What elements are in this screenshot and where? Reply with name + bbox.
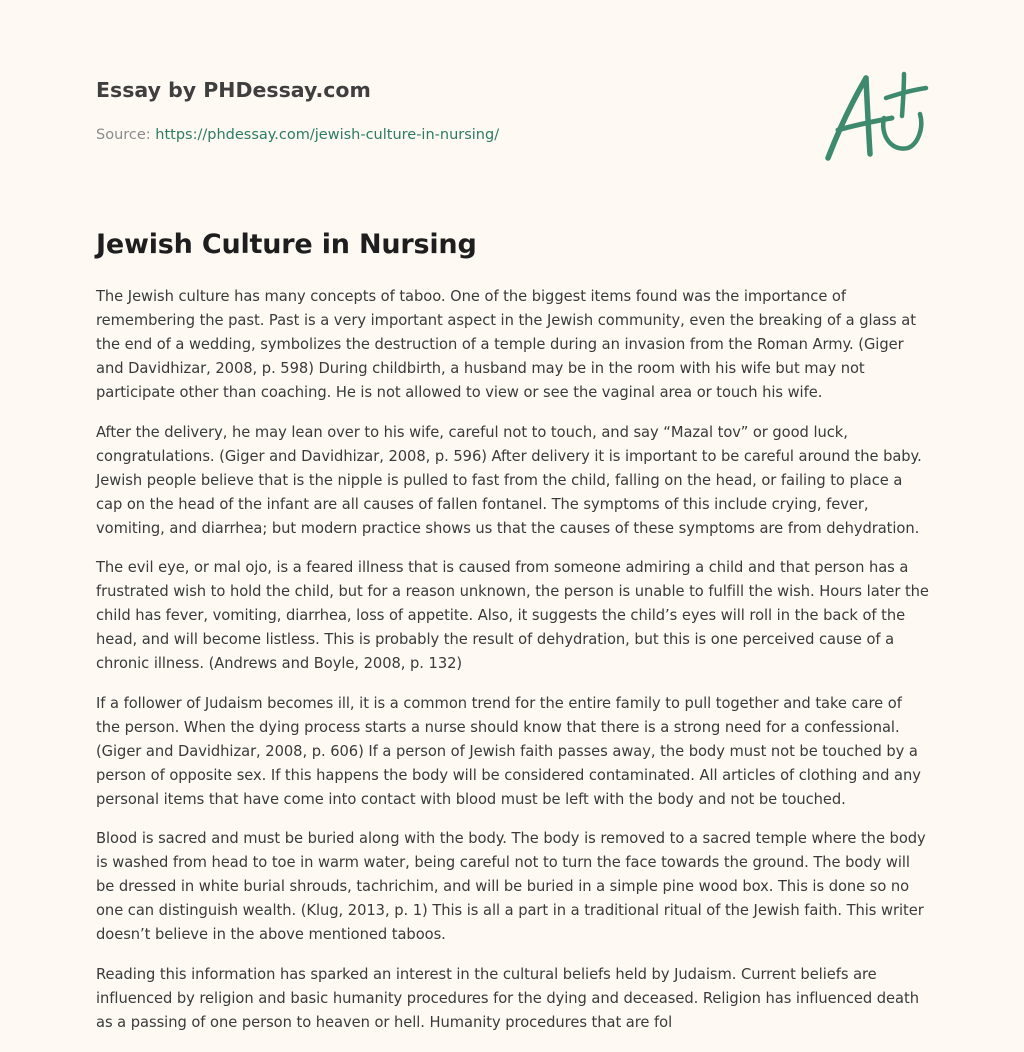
a-plus-grade-logo (822, 66, 932, 166)
essay-paragraph: The evil eye, or mal ojo, is a feared illness that is caused from someone admiring a child and that person has a frustrated wish to hold the child, but for a reason unknown, the person is unable to fulfill the wish. Hours later the child has fever, vomiting, diarrhea, loss of appetite. Also, it suggests the child’s eyes will roll in the back of the head, and will become listless. This is probably the result of dehydration, but this is one perceived cause of a chronic illness. (Andrews and Boyle, 2008, p. 132) (96, 559, 929, 672)
essay-paragraph: The Jewish culture has many concepts of taboo. One of the biggest items found was the importance of remembering the past. Past is a very important aspect in the Jewish community, even the breaking of a glass at the end of a wedding, symbolizes the destruction of a temple during an invasion from the Roman Army. (Giger and Davidhizar, 2008, p. 598) During childbirth, a husband may be in the room with his wife but may not participate other than coaching. He is not allowed to view or see the vaginal area or touch his wife. (96, 288, 916, 401)
essay-paragraph: Reading this information has sparked an interest in the cultural beliefs held by Judaism. Current beliefs are influenced by religion and basic humanity procedures for the dying and deceased. Religion has influenced death as a passing of one person to heaven or hell. Humanity procedures that are fol (96, 965, 919, 1031)
source-link[interactable]: https://phdessay.com/jewish-culture-in-nursing/ (155, 127, 500, 143)
essay-paragraph: Blood is sacred and must be buried along with the body. The body is removed to a sacred temple where the body is washed from head to toe in warm water, being careful not to turn the face towards the ground. The body will be dressed in white burial shrouds, tachrichim, and will be buried in a simple pine wood box. This is done so no one can distinguish wealth. (Klug, 2013, p. 1) This is all a part in a traditional ritual of the Jewish faith. This writer doesn’t believe in the above mentioned taboos. (96, 830, 926, 943)
a-plus-grade-icon (822, 66, 932, 166)
essay-paragraph: After the delivery, he may lean over to his wife, careful not to touch, and say “Mazal tov” or good luck, congratulations. (Giger and Davidhizar, 2008, p. 596) After delivery it is important to be careful around the baby. Jewish people believe that is the nipple is pulled to fast from the child, falling on the head, or failing to place a cap on the head of the infant are all causes of fallen fontanel. The symptoms of this include crying, fever, vomiting, and diarrhea; but modern practice shows us that the causes of these symptoms are from dehydration. (96, 423, 922, 537)
essay-paragraph: If a follower of Judaism becomes ill, it is a common trend for the entire family to pull together and take care of the person. When the dying process starts a nurse should know that there is a strong need for a confessional. (Giger and Davidhizar, 2008, p. 606) If a person of Jewish faith passes away, the body must not be touched by a person of opposite sex. If this happens the body will be considered contaminated. All articles of clothing and any personal items that have come into contact with blood must be left with the body and not be touched. (96, 694, 921, 808)
essay-title: Jewish Culture in Nursing (96, 229, 477, 260)
source-line (96, 125, 816, 145)
site-brand: Essay by PHDessay.com (96, 78, 371, 102)
essay-header (96, 76, 816, 145)
source-label: Source: (96, 127, 151, 143)
essay-body (96, 285, 930, 1050)
